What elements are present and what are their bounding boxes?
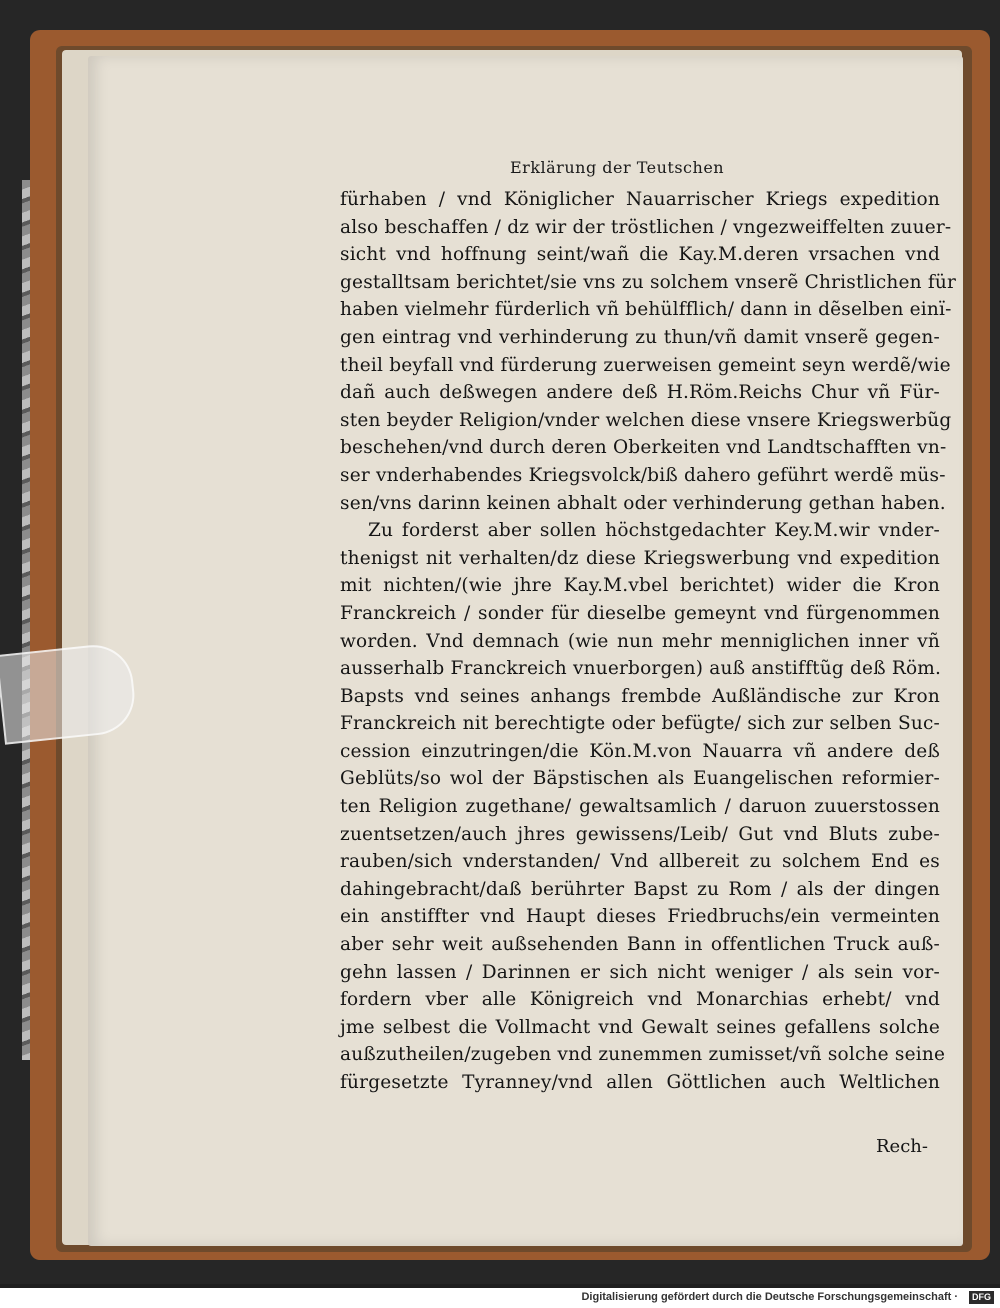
text-line: Franckreich / sonder für dieselbe gemeynt vnd fürgenommen — [340, 602, 940, 624]
text-line: Franckreich nit berechtigte oder befügte/ sich zur selben Suc- — [340, 713, 940, 735]
text-line: beschehen/vnd durch deren Oberkeiten vnd Landtschafften vn- — [340, 437, 947, 459]
catchword: Rech- — [876, 1136, 928, 1157]
text-line: gehn lassen / Darinnen er sich nicht weniger / als sein vor- — [340, 961, 940, 983]
text-line: fürgesetzte Tyranney/vnd allen Göttlichen auch Weltlichen — [340, 1072, 940, 1093]
footer-bar — [0, 1288, 1000, 1308]
text-line: jme selbest die Vollmacht vnd Gewalt seines gefallens solche — [340, 1016, 940, 1038]
text-line: ten Religion zugethane/ gewaltsamlich / daruon zuuerstossen — [340, 796, 940, 818]
text-line: dahingebracht/daß berührter Bapst zu Rom / als der dingen — [340, 878, 940, 900]
text-line: thenigst nit verhalten/dz diese Kriegswerbung vnd expedition — [340, 547, 940, 569]
text-line: Bapsts vnd seines anhangs frembde Außländische zur Kron — [340, 685, 940, 707]
text-line: fürhaben / vnd Königlicher Nauarrischer Kriegs expedition — [340, 189, 940, 210]
text-line: mit nichten/(wie jhre Kay.M.vbel berichtet) wider die Kron — [340, 575, 940, 597]
funding-credit: Digitalisierung gefördert durch die Deutsche Forschungsgemeinschaft · — [581, 1291, 958, 1303]
text-line: rauben/sich vnderstanden/ Vnd allbereit zu solchem End es — [340, 851, 940, 873]
text-line: Geblüts/so wol der Bäpstischen als Euangelischen reformier- — [340, 768, 940, 790]
text-line: also beschaffen / dz wir der tröstlichen / vngezweiffelten zuuer- — [340, 216, 952, 238]
text-line: fordern vber alle Königreich vnd Monarchias erhebt/ vnd — [340, 989, 940, 1011]
text-line: außzutheilen/zugeben vnd zunemmen zumisset/vñ solche seine — [340, 1044, 946, 1066]
body-text — [340, 186, 957, 1097]
text-line: worden. Vnd demnach (wie nun mehr menniglichen inner vñ — [340, 630, 940, 652]
text-line: theil beyfall vnd fürderung zuerweisen gemeint seyn werdẽ/wie — [340, 354, 951, 376]
text-line: sicht vnd hoffnung seint/wañ die Kay.M.deren vrsachen vnd — [340, 244, 940, 266]
text-line: sten beyder Religion/vnder welchen diese vnsere Kriegswerbũg — [340, 409, 952, 431]
text-line: cession einzutringen/die Kön.M.von Nauarra vñ andere deß — [340, 740, 940, 762]
text-line: haben vielmehr fürderlich vñ behülfflich/ dann in dẽselben einï- — [340, 299, 952, 321]
text-line: gestalltsam berichtet/sie vns zu solchem vnserẽ Christlichen für — [340, 271, 957, 293]
running-headline: Erklärung der Teutschen — [510, 158, 725, 177]
text-line: zuentsetzen/auch jhres gewissens/Leib/ Gut vnd Bluts zube- — [340, 823, 940, 845]
text-line: Zu forderst aber sollen höchstgedachter Key.M.wir vnder- — [368, 520, 940, 542]
text-line: aber sehr weit außsehenden Bann in offentlichen Truck auß- — [340, 934, 940, 956]
text-line: sen/vns darinn keinen abhalt oder verhinderung gethan haben. — [340, 492, 946, 514]
text-line: ausserhalb Franckreich vnuerborgen) auß anstifftũg deß Röm. — [340, 658, 942, 680]
text-line: ein anstiffter vnd Haupt dieses Friedbruchs/ein vermeinten — [340, 906, 940, 928]
text-line: ser vnderhabendes Kriegsvolck/biß dahero geführt werdẽ müs- — [340, 464, 946, 486]
text-line: dañ auch deßwegen andere deß H.Röm.Reichs Chur vñ Für- — [340, 382, 940, 404]
dfg-logo-icon: DFG — [969, 1291, 994, 1304]
text-line: gen eintrag vnd verhinderung zu thun/vñ damit vnserẽ gegen- — [340, 326, 940, 348]
